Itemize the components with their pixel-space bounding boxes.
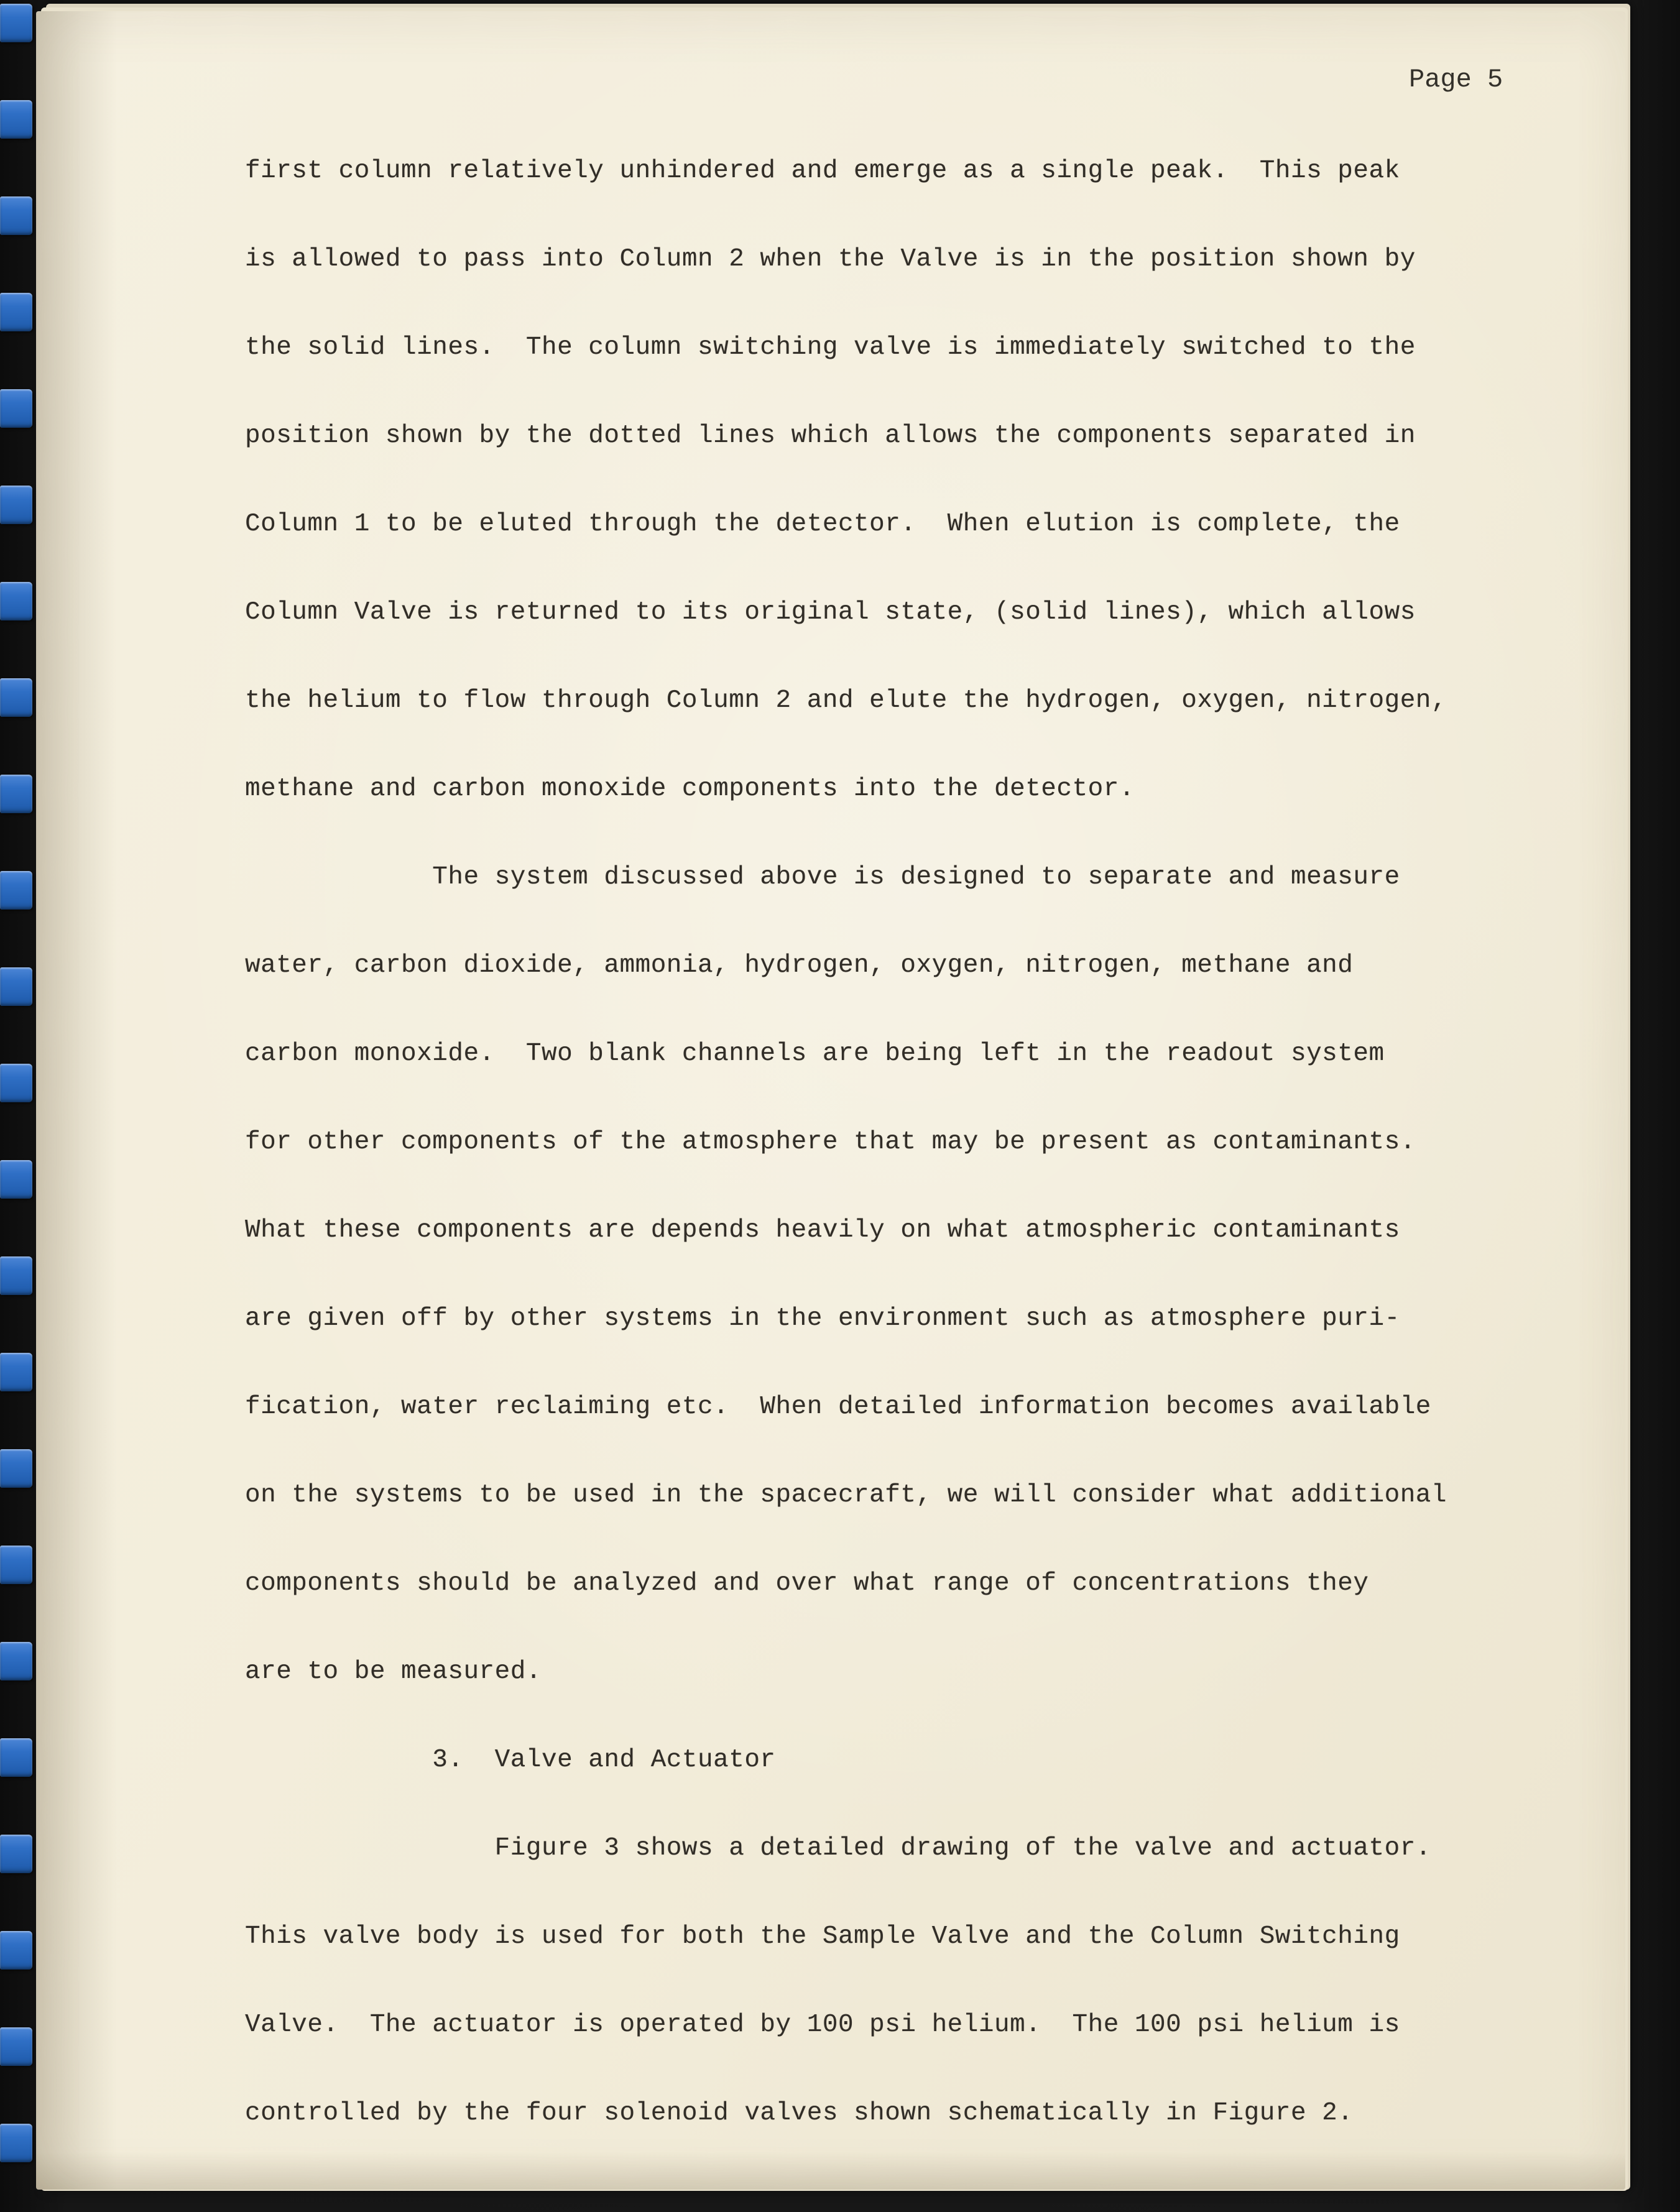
binder-tab [0, 1931, 32, 1970]
binder-tab [0, 293, 32, 331]
text-line: the solid lines. The column switching valve is immediately switched to the [245, 333, 1416, 362]
binding-shadow [36, 11, 117, 2190]
bottom-edge-shadow [36, 2152, 1625, 2190]
body-text [245, 127, 1563, 2157]
text-line: This valve body is used for both the Sample Valve and the Column Switching [245, 1922, 1400, 1951]
text-line: Valve. The actuator is operated by 100 psi helium. The 100 psi helium is [245, 2011, 1400, 2039]
text-line: first column relatively unhindered and emerge as a single peak. This peak [245, 157, 1400, 185]
binder-tab [0, 1546, 32, 1584]
text-line: The system discussed above is designed to separate and measure [245, 863, 1400, 892]
text-line: Column 1 to be eluted through the detector. When elution is complete, the [245, 510, 1400, 538]
binder-tab [0, 196, 32, 235]
text-line: is allowed to pass into Column 2 when the Valve is in the position shown by [245, 245, 1416, 274]
text-line: on the systems to be used in the spacecraft, we will consider what additional [245, 1481, 1447, 1509]
text-line: components should be analyzed and over what range of concentrations they [245, 1569, 1369, 1598]
binder-tab [0, 967, 32, 1006]
text-line: position shown by the dotted lines which allows the components separated in [245, 422, 1416, 450]
binder-tab [0, 389, 32, 428]
binder-tab [0, 2124, 32, 2162]
text-line: are given off by other systems in the environment such as atmosphere puri- [245, 1304, 1400, 1333]
binder-tab [0, 582, 32, 620]
text-line: Column Valve is returned to its original state, (solid lines), which allows [245, 598, 1416, 627]
binder-tab [0, 4, 32, 42]
text-line: are to be measured. [245, 1657, 542, 1686]
binder-tab [0, 1256, 32, 1295]
binder-tab [0, 871, 32, 910]
text-line: the helium to flow through Column 2 and elute the hydrogen, oxygen, nitrogen, [245, 686, 1447, 715]
binder-tabs [0, 0, 44, 2212]
text-line: Figure 3 shows a detailed drawing of the valve and actuator. [245, 1834, 1431, 1863]
binder-tab [0, 1353, 32, 1391]
text-line: methane and carbon monoxide components into the detector. [245, 775, 1135, 803]
binder-tab [0, 678, 32, 717]
binder-tab [0, 1449, 32, 1488]
text-line: for other components of the atmosphere that may be present as contaminants. [245, 1128, 1416, 1156]
text-line: water, carbon dioxide, ammonia, hydrogen, oxygen, nitrogen, methane and [245, 951, 1354, 980]
text-line: What these components are depends heavily on what atmospheric contaminants [245, 1216, 1400, 1245]
binder-tab [0, 1064, 32, 1102]
binder-tab [0, 100, 32, 139]
binder-tab [0, 1835, 32, 1873]
text-line: controlled by the four solenoid valves shown schematically in Figure 2. [245, 2099, 1354, 2127]
text-line: fication, water reclaiming etc. When detailed information becomes available [245, 1393, 1431, 1421]
page-number: Page 5 [1409, 65, 1503, 94]
binder-tab [0, 1160, 32, 1199]
binder-tab [0, 486, 32, 524]
binder-tab [0, 775, 32, 813]
binder-tab [0, 1642, 32, 1680]
text-line: carbon monoxide. Two blank channels are being left in the readout system [245, 1039, 1385, 1068]
text-line: 3. Valve and Actuator [245, 1746, 776, 1774]
binder-tab [0, 1738, 32, 1777]
document-page [36, 11, 1625, 2190]
binder-tab [0, 2027, 32, 2066]
